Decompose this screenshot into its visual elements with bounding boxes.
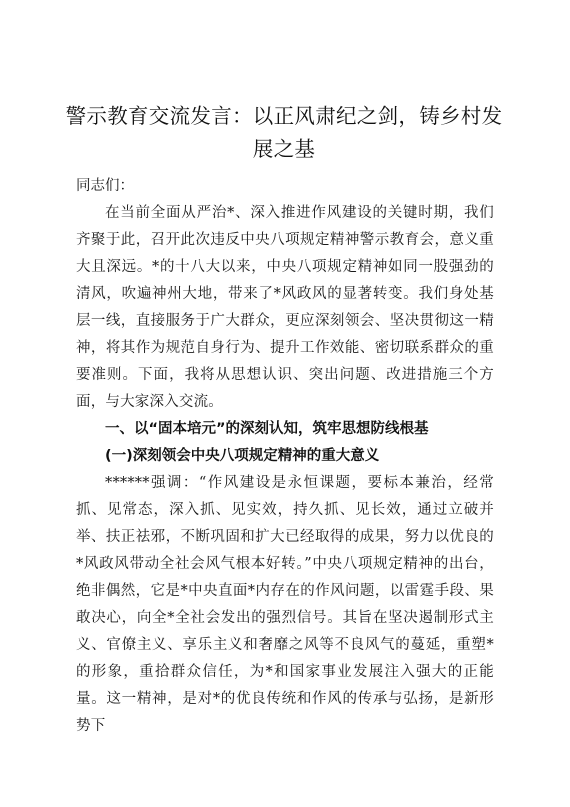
- salutation: 同志们：: [76, 178, 134, 194]
- section-1-paragraph: ******强调：“作风建设是永恒课题，要标本兼治，经常抓、见常态，深入抓、见实效，持久抓、见长效，通过立破并举、扶正祛邪，不断巩固和扩大已经取得的成果，努力以优良的*风政风带动全社会风气根本好转。”中央八项规定精神的出台，绝非偶然，它是*中央直面*内存在的作风问题，以雷霆手段、果敢决心，向全*全社会发出的强烈信号。其旨在坚决遏制形式主义、官僚主义、享乐主义和奢靡之风等不良风气的蔓延，重塑*的形象，重拾群众信任，为*和国家事业发展注入强大的正能量。这一精神，是对*的优良传统和作风的传承与弘扬，是新形势下: [76, 475, 494, 734]
- intro-paragraph: 在当前全面从严治*、深入推进作风建设的关键时期，我们齐聚于此，召开此次违反中央八项规定精神警示教育会，意义重大且深远。*的十八大以来，中央八项规定精神如同一股强劲的清风，吹遍神州大地，带来了*风政风的显著转变。我们身处基层一线，直接服务于广大群众，更应深刻领会、坚决贯彻这一精神，将其作为规范自身行为、提升工作效能、密切联系群众的重要准则。下面，我将从思想认识、突出问题、改进措施三个方面，与大家深入交流。: [76, 205, 494, 410]
- document-title: 警示教育交流发言：以正风肃纪之剑，铸乡村发展之基: [65, 104, 503, 161]
- section-heading-1: 一、以“固本培元”的深刻认知，筑牢思想防线根基: [105, 421, 429, 437]
- subsection-heading-1: (一)深刻领会中央八项规定精神的重大意义: [105, 448, 380, 464]
